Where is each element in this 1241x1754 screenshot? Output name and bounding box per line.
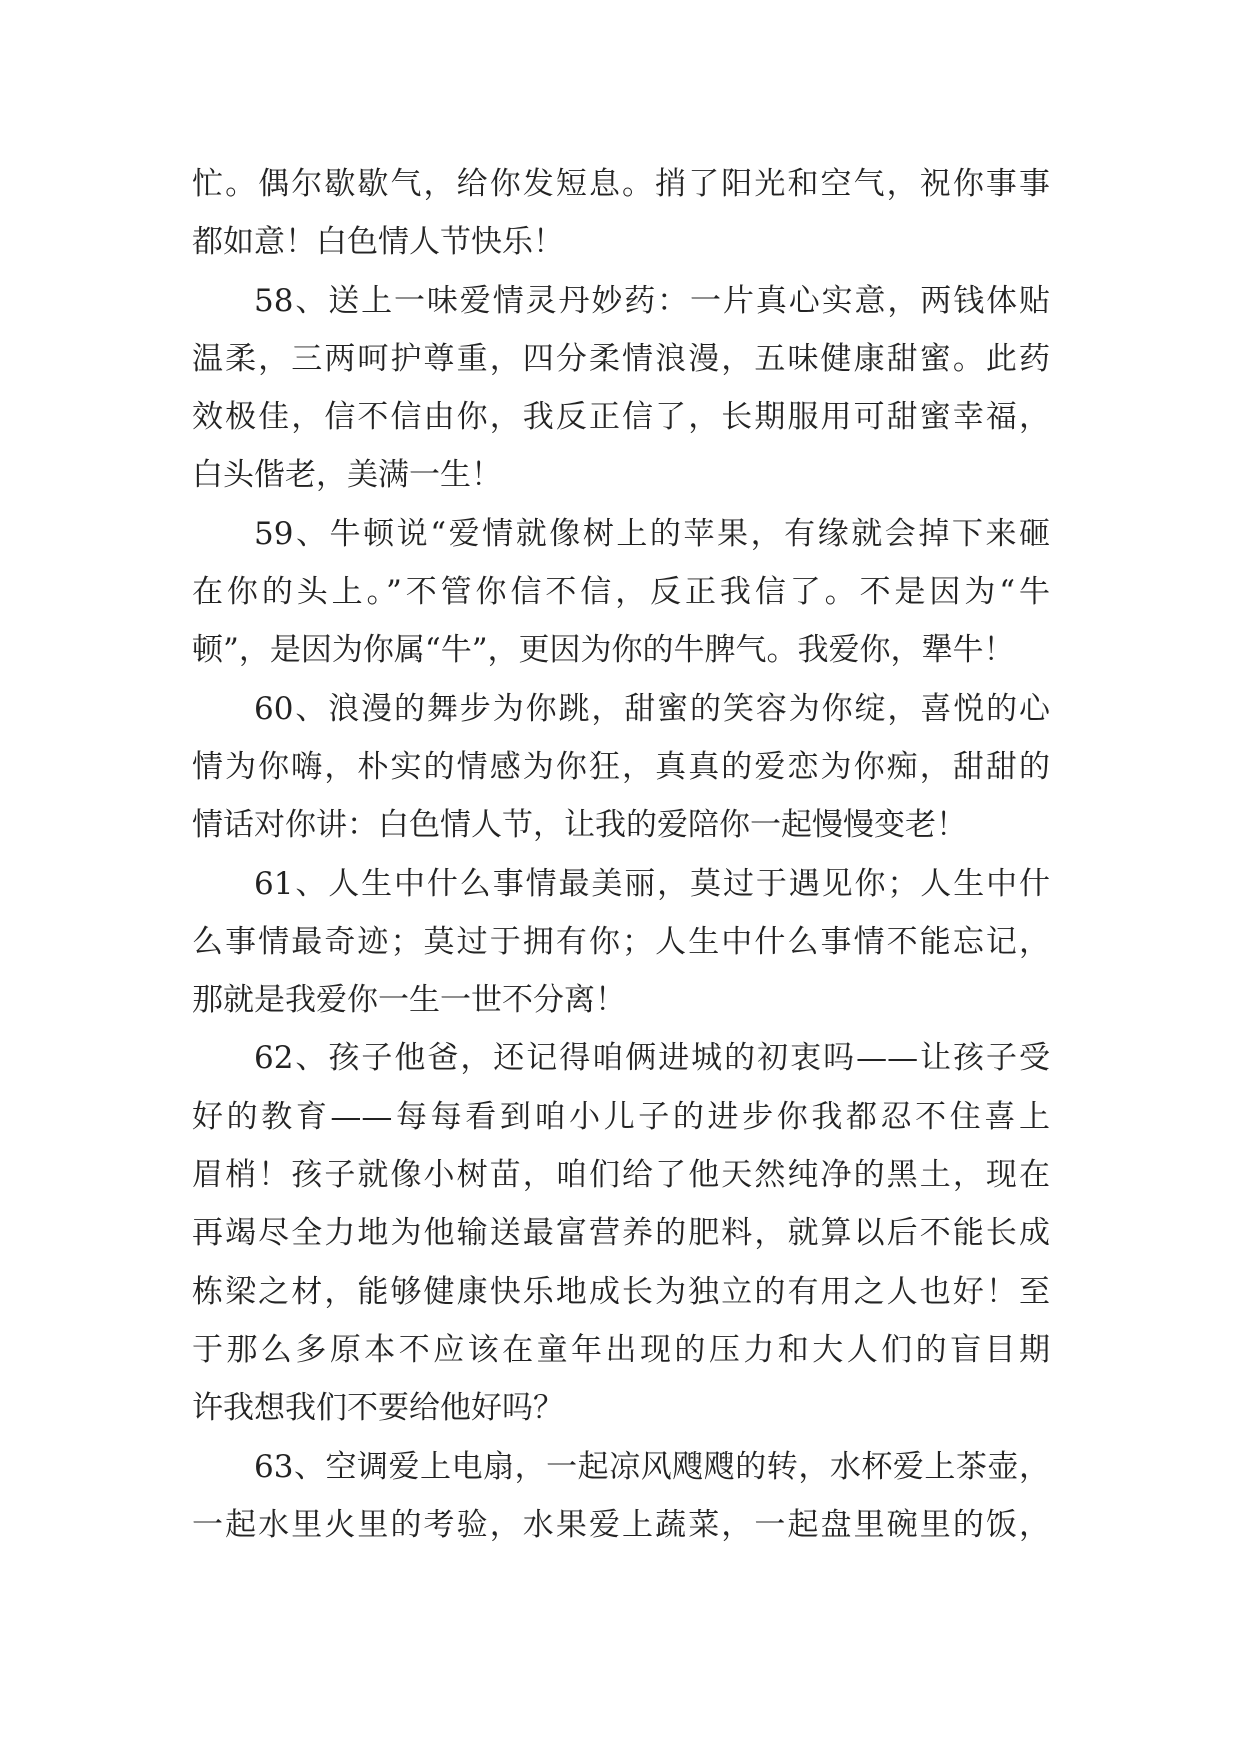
text-line: 许我想我们不要给他好吗？: [192, 1390, 564, 1427]
text-line: 63、空调爱上电扇，一起凉风飕飕的转，水杯爱上茶壶，: [254, 1448, 1050, 1485]
text-line: 60、浪漫的舞步为你跳，甜蜜的笑容为你绽，喜悦的心: [254, 690, 1050, 727]
document-body: [192, 155, 1050, 1554]
text-line: 么事情最奇迹；莫过于拥有你；人生中什么事情不能忘记，: [192, 923, 1050, 960]
paragraph-57-continued: [192, 155, 1050, 272]
text-line: 58、送上一味爱情灵丹妙药：一片真心实意，两钱体贴: [254, 282, 1050, 319]
text-line: 情话对你讲：白色情人节，让我的爱陪你一起慢慢变老！: [192, 807, 967, 844]
text-line: 一起水里火里的考验，水果爱上蔬菜，一起盘里碗里的饭，: [192, 1506, 1050, 1543]
paragraph-60: [192, 680, 1050, 855]
text-line: 都如意！白色情人节快乐！: [192, 224, 564, 261]
text-line: 眉梢！孩子就像小树苗，咱们给了他天然纯净的黑土，现在: [192, 1157, 1050, 1194]
text-line: 效极佳，信不信由你，我反正信了，长期服用可甜蜜幸福，: [192, 399, 1050, 436]
paragraph-62: [192, 1029, 1050, 1437]
text-line: 再竭尽全力地为他输送最富营养的肥料，就算以后不能长成: [192, 1215, 1050, 1252]
text-line: 于那么多原本不应该在童年出现的压力和大人们的盲目期: [192, 1331, 1050, 1368]
text-line: 好的教育——每每看到咱小儿子的进步你我都忍不住喜上: [192, 1098, 1050, 1135]
paragraph-61: [192, 855, 1050, 1030]
text-line: 白头偕老，美满一生！: [192, 457, 502, 494]
paragraph-63: [192, 1438, 1050, 1555]
text-line: 温柔，三两呵护尊重，四分柔情浪漫，五味健康甜蜜。此药: [192, 340, 1050, 377]
text-line: 61、人生中什么事情最美丽，莫过于遇见你；人生中什: [254, 865, 1050, 902]
text-line: 那就是我爱你一生一世不分离！: [192, 982, 626, 1019]
text-line: 59、牛顿说“爱情就像树上的苹果，有缘就会掉下来砸: [254, 515, 1050, 552]
paragraph-58: [192, 272, 1050, 505]
text-line: 62、孩子他爸，还记得咱俩进城的初衷吗——让孩子受: [254, 1040, 1050, 1077]
text-line: 情为你嗨，朴实的情感为你狂，真真的爱恋为你痴，甜甜的: [192, 748, 1050, 785]
text-line: 栋梁之材，能够健康快乐地成长为独立的有用之人也好！至: [192, 1273, 1050, 1310]
paragraph-59: [192, 505, 1050, 680]
text-line: 顿”，是因为你属“牛”，更因为你的牛脾气。我爱你，犟牛！: [192, 632, 1015, 669]
text-line: 在你的头上。”不管你信不信，反正我信了。不是因为“牛: [192, 574, 1050, 611]
text-line: 忙。偶尔歇歇气，给你发短息。捎了阳光和空气，祝你事事: [192, 166, 1050, 202]
